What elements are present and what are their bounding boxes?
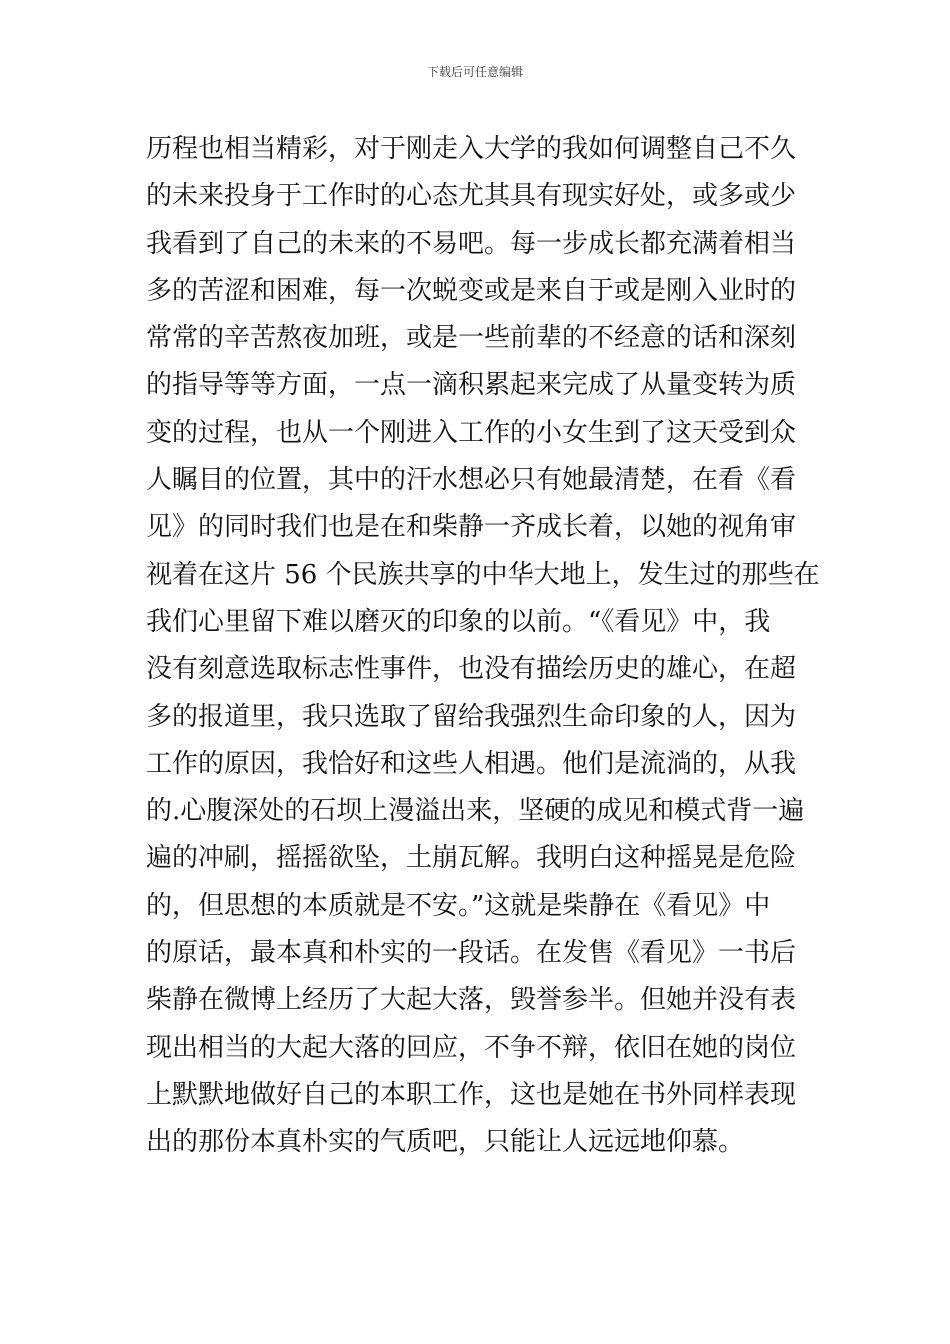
- text-line-9: 见》的同时我们也是在和柴静一齐成长着，以她的视角审: [146, 512, 797, 543]
- text-line-10: 视着在这片 56 个民族共享的中华大地上，发生过的那些在: [146, 559, 820, 590]
- text-line-2: 的未来投身于工作时的心态尤其具有现实好处，或多或少: [146, 181, 797, 212]
- text-line-17: 的，但思想的本质就是不安。”这就是柴静在《看见》中: [146, 890, 771, 921]
- text-line-21: 上默默地做好自己的本职工作，这也是她在书外同样表现: [146, 1079, 797, 1110]
- text-line-3: 我看到了自己的未来的不易吧。每一步成长都充满着相当: [146, 228, 797, 259]
- text-line-12: 没有刻意选取标志性事件，也没有描绘历史的雄心，在超: [146, 654, 797, 685]
- text-line-22: 出的那份本真朴实的气质吧，只能让人远远地仰慕。: [146, 1127, 745, 1158]
- text-line-15: 的.心腹深处的石坝上漫溢出来，坚硬的成见和模式背一遍: [146, 796, 805, 827]
- text-line-16: 遍的冲刷，摇摇欲坠，土崩瓦解。我明白这种摇晃是危险: [146, 843, 797, 874]
- text-line-1: 历程也相当精彩，对于刚走入大学的我如何调整自己不久: [146, 134, 797, 164]
- text-line-13: 多的报道里，我只选取了留给我强烈生命印象的人，因为: [146, 701, 797, 732]
- text-line-11: 我们心里留下难以磨灭的印象的以前。“《看见》中，我: [146, 606, 771, 637]
- text-line-19: 柴静在微博上经历了大起大落，毁誉参半。但她并没有表: [146, 985, 797, 1016]
- document-body: [146, 126, 826, 1167]
- text-line-4: 多的苦涩和困难，每一次蜕变或是来自于或是刚入业时的: [146, 275, 797, 306]
- text-line-8: 人瞩目的位置，其中的汗水想必只有她最清楚，在看《看: [146, 465, 797, 496]
- text-line-18: 的原话，最本真和朴实的一段话。在发售《看见》一书后: [146, 938, 797, 969]
- text-line-5: 常常的辛苦熬夜加班，或是一些前辈的不经意的话和深刻: [146, 323, 797, 354]
- text-line-7: 变的过程，也从一个刚进入工作的小女生到了这天受到众: [146, 417, 797, 448]
- text-line-20: 现出相当的大起大落的回应，不争不辩，依旧在她的岗位: [146, 1032, 797, 1063]
- text-line-6: 的指导等等方面，一点一滴积累起来完成了从量变转为质: [146, 370, 797, 401]
- page-header: 下载后可任意编辑: [426, 65, 523, 79]
- text-line-14: 工作的原因，我恰好和这些人相遇。他们是流淌的，从我: [146, 748, 797, 779]
